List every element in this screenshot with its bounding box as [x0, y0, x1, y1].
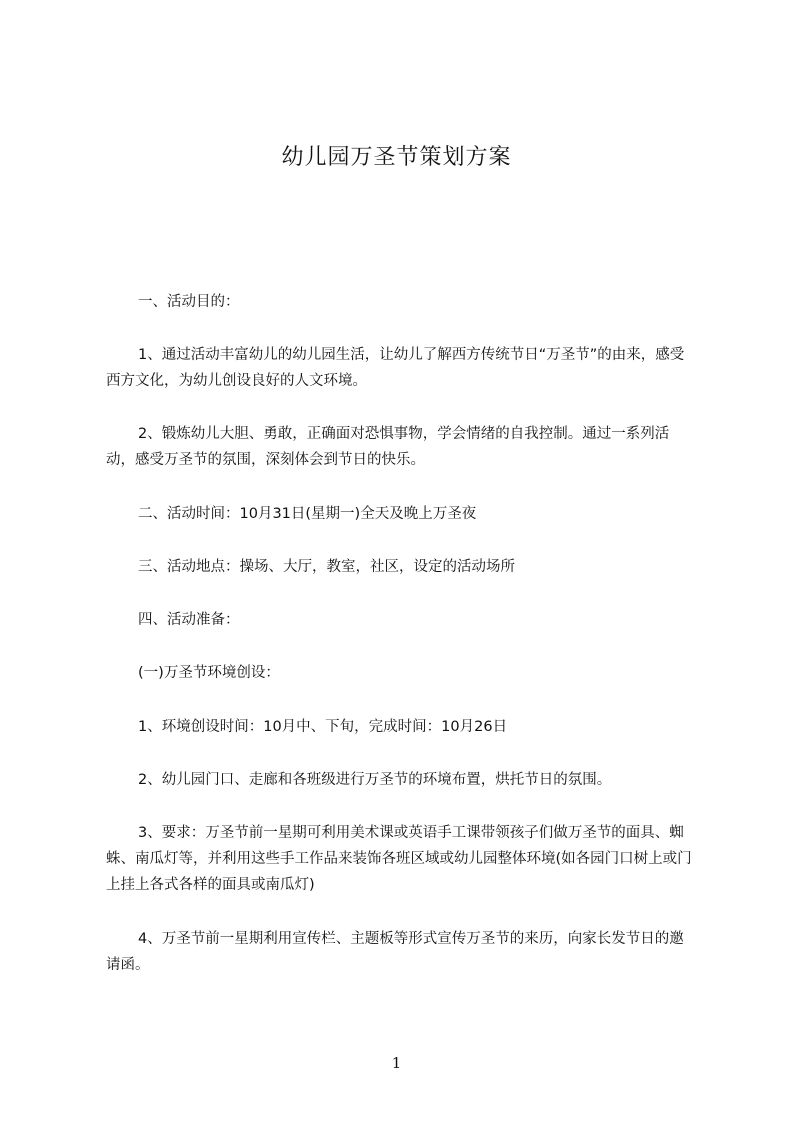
document-title: 幼儿园万圣节策划方案: [281, 145, 512, 170]
section-heading-preparation: 四、活动准备：: [138, 612, 240, 628]
paragraph-environment-3: 3、要求：万圣节前一星期可利用美术课或英语手工课带领孩子们做万圣节的面具、蜘蛛、南瓜灯等，并利用这些手工作品来装饰各班区域或幼儿园整体环境(如各园门口树上或门上挂上各式各样的面具或南瓜灯): [106, 825, 692, 893]
page-number: 1: [391, 1054, 402, 1072]
paragraph-environment-2: 2、幼儿园门口、走廊和各班级进行万圣节的环境布置，烘托节日的氛围。: [138, 772, 612, 788]
subsection-heading-environment: (一)万圣节环境创设：: [138, 665, 280, 681]
paragraph-environment-1: 1、环境创设时间：10月中、下旬，完成时间：10月26日: [138, 719, 508, 735]
paragraph-purpose-2: 2、锻炼幼儿大胆、勇敢，正确面对恐惧事物，学会情绪的自我控制。通过一系列活动，感受万圣节的氛围，深刻体会到节日的快乐。: [106, 426, 670, 468]
paragraph-purpose-1: 1、通过活动丰富幼儿的幼儿园生活，让幼儿了解西方传统节日“万圣节”的由来，感受西方文化，为幼儿创设良好的人文环境。: [106, 347, 685, 389]
paragraph-environment-4: 4、万圣节前一星期利用宣传栏、主题板等形式宣传万圣节的来历，向家长发节日的邀请函。: [106, 931, 684, 973]
section-heading-purpose: 一、活动目的：: [138, 294, 240, 310]
section-heading-location: 三、活动地点：操场、大厅，教室，社区，设定的活动场所: [138, 559, 515, 575]
section-heading-time: 二、活动时间：10月31日(星期一)全天及晚上万圣夜: [138, 506, 477, 522]
